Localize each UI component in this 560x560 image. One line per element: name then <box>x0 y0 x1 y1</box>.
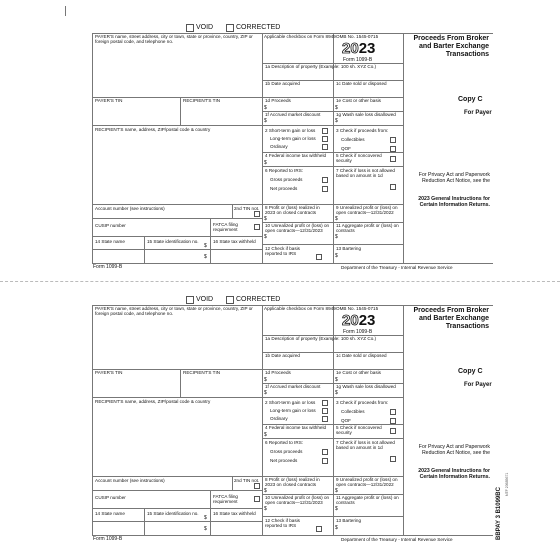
cusip-number: CUSIP number <box>95 223 126 228</box>
omb-number: OMB No. 1545-0715 <box>336 34 379 39</box>
year-suffix: 23 <box>358 312 376 329</box>
box-13: 13 Bartering <box>336 518 362 523</box>
form-1099b-bottom <box>0 272 560 552</box>
fatca-requirement: FATCA filing requirement <box>213 222 238 233</box>
form-label: Form 1099-B <box>343 329 373 335</box>
short-term-checkbox[interactable] <box>322 400 328 406</box>
second-tin-checkbox[interactable] <box>254 211 260 217</box>
side-product-code: BBPAY 3 B1099BC <box>496 487 502 540</box>
privacy-notice: For Privacy Act and Paperwork Reduction Act Notice, see the <box>418 444 490 456</box>
dollar-sign: $ <box>335 216 338 222</box>
dollar-sign: $ <box>264 216 267 222</box>
box-1a: 1a Description of property (Example: 100 sh. XYZ Co.) <box>265 336 377 341</box>
noncovered-checkbox[interactable] <box>390 156 396 162</box>
fatca-checkbox[interactable] <box>254 224 260 230</box>
ordinary-checkbox[interactable] <box>322 144 328 150</box>
box-2: 2 Short-term gain or loss <box>265 128 316 133</box>
void-label: VOID <box>196 296 214 303</box>
corrected-label: CORRECTED <box>236 24 281 31</box>
box-13: 13 Bartering <box>336 246 362 251</box>
box-12: 12 Check if basis reported to IRS <box>265 518 300 529</box>
dollar-sign: $ <box>335 118 338 124</box>
dollar-sign: $ <box>335 390 338 396</box>
gross-proceeds-label: Gross proceeds <box>270 177 303 182</box>
second-tin: 2nd TIN not. <box>234 206 260 211</box>
applicable-checkbox-label: Applicable checkbox on Form 8949 <box>264 306 336 311</box>
loss-not-allowed-checkbox[interactable] <box>390 184 396 190</box>
box-11: 11 Aggregate profit or (loss) on contracts <box>336 223 399 234</box>
noncovered-checkbox[interactable] <box>390 428 396 434</box>
dollar-sign: $ <box>264 506 267 512</box>
fatca-checkbox[interactable] <box>254 496 260 502</box>
dollar-sign: $ <box>204 515 207 521</box>
box-8: 8 Profit or (loss) realized in 2023 on closed contracts <box>265 477 320 488</box>
copy-label: Copy C <box>458 368 483 375</box>
dollar-sign: $ <box>204 526 207 532</box>
box-1e: 1e Cost or other basis <box>336 370 381 375</box>
ordinary-label: Ordinary <box>270 144 288 149</box>
year-suffix: 23 <box>358 40 376 57</box>
box-15: 15 State identification no. <box>147 239 199 244</box>
long-term-label: Long-term gain or loss <box>270 136 316 141</box>
side-small-code: NTF 23685671 <box>505 472 509 496</box>
footer-department: Department of the Treasury - Internal Revenue Service <box>341 537 453 542</box>
corrected-label: CORRECTED <box>236 296 281 303</box>
dollar-sign: $ <box>264 105 267 111</box>
net-proceeds-checkbox[interactable] <box>322 186 328 192</box>
for-payer-label: For Payer <box>464 110 492 116</box>
ordinary-checkbox[interactable] <box>322 416 328 422</box>
account-number: Account number (see instructions) <box>95 206 165 211</box>
footer-form: Form 1099-B <box>93 536 123 542</box>
gross-proceeds-label: Gross proceeds <box>270 449 303 454</box>
box-3: 3 Check if proceeds from: <box>336 128 389 133</box>
cusip-number: CUSIP number <box>95 495 126 500</box>
dollar-sign: $ <box>335 377 338 383</box>
footer-form: Form 1099-B <box>93 264 123 270</box>
dollar-sign: $ <box>264 432 267 438</box>
box-1b: 1b Date acquired <box>265 353 300 358</box>
collectibles-label: Collectibles <box>341 137 365 142</box>
collectibles-checkbox[interactable] <box>390 409 396 415</box>
box-8: 8 Profit or (loss) realized in 2023 on closed contracts <box>265 205 320 216</box>
qof-label: QOF <box>341 146 351 151</box>
box-6: 6 Reported to IRS: <box>265 168 304 173</box>
long-term-checkbox[interactable] <box>322 136 328 142</box>
dollar-sign: $ <box>335 253 338 259</box>
tax-year <box>342 313 375 329</box>
box-16: 16 State tax withheld <box>213 511 256 516</box>
payers-tin: PAYER'S TIN <box>95 370 123 375</box>
form-title: Proceeds From Broker and Barter Exchange Transactions <box>413 35 489 58</box>
net-proceeds-label: Net proceeds <box>270 458 298 463</box>
payer-block-label: PAYER'S name, street address, city or town, state or province, country, ZIP or foreign postal code, and telephone no. <box>95 306 253 317</box>
box-9: 9 Unrealized profit or (loss) on open contracts—12/31/2022 <box>336 205 398 216</box>
for-payer-label: For Payer <box>464 382 492 388</box>
box-10: 10 Unrealized profit or (loss) on open contracts—12/31/2023 <box>265 495 330 506</box>
void-checkbox[interactable] <box>186 24 194 32</box>
box-16: 16 State tax withheld <box>213 239 256 244</box>
dollar-sign: $ <box>204 243 207 249</box>
box-1g: 1g Wash sale loss disallowed <box>336 112 396 117</box>
net-proceeds-label: Net proceeds <box>270 186 298 191</box>
box-1e: 1e Cost or other basis <box>336 98 381 103</box>
loss-not-allowed-checkbox[interactable] <box>390 456 396 462</box>
box-12: 12 Check if basis reported to IRS <box>265 246 300 257</box>
box-4: 4 Federal income tax withheld <box>265 153 327 158</box>
box-5: 5 Check if noncovered security <box>336 153 382 164</box>
recipient-block-label: RECIPIENT'S name, address, ZIP/postal code & country <box>95 399 211 404</box>
long-term-label: Long-term gain or loss <box>270 408 316 413</box>
footer-department: Department of the Treasury - Internal Revenue Service <box>341 265 453 270</box>
year-prefix: 20 <box>342 312 359 329</box>
dollar-sign: $ <box>264 390 267 396</box>
collectibles-label: Collectibles <box>341 409 365 414</box>
box-4: 4 Federal income tax withheld <box>265 425 327 430</box>
box-14: 14 State name <box>95 511 125 516</box>
dollar-sign: $ <box>335 525 338 531</box>
privacy-notice: For Privacy Act and Paperwork Reduction Act Notice, see the <box>418 172 490 184</box>
dollar-sign: $ <box>264 377 267 383</box>
dollar-sign: $ <box>264 488 267 494</box>
box-14: 14 State name <box>95 239 125 244</box>
box-7: 7 Check if loss is not allowed based on amount in 1d <box>336 168 395 179</box>
box-1b: 1b Date acquired <box>265 81 300 86</box>
year-prefix: 20 <box>342 40 359 57</box>
ordinary-label: Ordinary <box>270 416 288 421</box>
box-6: 6 Reported to IRS: <box>265 440 304 445</box>
gross-proceeds-checkbox[interactable] <box>322 177 328 183</box>
box-7: 7 Check if loss is not allowed based on amount in 1d <box>336 440 395 451</box>
second-tin-checkbox[interactable] <box>254 483 260 489</box>
gross-proceeds-checkbox[interactable] <box>322 449 328 455</box>
fatca-requirement: FATCA filing requirement <box>213 494 238 505</box>
basis-reported-checkbox[interactable] <box>316 254 322 260</box>
void-label: VOID <box>196 24 214 31</box>
form-title: Proceeds From Broker and Barter Exchange Transactions <box>413 307 489 330</box>
dollar-sign: $ <box>335 234 338 240</box>
short-term-checkbox[interactable] <box>322 128 328 134</box>
box-1a: 1a Description of property (Example: 100 sh. XYZ Co.) <box>265 64 377 69</box>
copy-label: Copy C <box>458 96 483 103</box>
recipients-tin: RECIPIENT'S TIN <box>183 370 221 375</box>
dollar-sign: $ <box>264 160 267 166</box>
corrected-checkbox[interactable] <box>226 296 234 304</box>
box-3: 3 Check if proceeds from: <box>336 400 389 405</box>
box-5: 5 Check if noncovered security <box>336 425 382 436</box>
payer-block-label: PAYER'S name, street address, city or town, state or province, country, ZIP or foreign postal code, and telephone no. <box>95 34 253 45</box>
account-number: Account number (see instructions) <box>95 478 165 483</box>
qof-label: QOF <box>341 418 351 423</box>
box-1f: 1f Accrued market discount <box>265 384 321 389</box>
recipients-tin: RECIPIENT'S TIN <box>183 98 221 103</box>
applicable-checkbox-label: Applicable checkbox on Form 8949 <box>264 34 336 39</box>
box-9: 9 Unrealized profit or (loss) on open contracts—12/31/2022 <box>336 477 398 488</box>
box-11: 11 Aggregate profit or (loss) on contracts <box>336 495 399 506</box>
void-checkbox[interactable] <box>186 296 194 304</box>
second-tin: 2nd TIN not. <box>234 478 260 483</box>
basis-reported-checkbox[interactable] <box>316 526 322 532</box>
box-1d: 1d Proceeds <box>265 370 291 375</box>
box-1f: 1f Accrued market discount <box>265 112 321 117</box>
long-term-checkbox[interactable] <box>322 408 328 414</box>
collectibles-checkbox[interactable] <box>390 137 396 143</box>
payers-tin: PAYER'S TIN <box>95 98 123 103</box>
omb-number: OMB No. 1545-0715 <box>336 306 379 311</box>
general-instructions: 2023 General Instructions for Certain Information Returns. <box>418 468 490 480</box>
net-proceeds-checkbox[interactable] <box>322 458 328 464</box>
dollar-sign: $ <box>264 234 267 240</box>
general-instructions: 2023 General Instructions for Certain Information Returns. <box>418 196 490 208</box>
dollar-sign: $ <box>264 118 267 124</box>
box-1d: 1d Proceeds <box>265 98 291 103</box>
tax-year <box>342 41 375 57</box>
corrected-checkbox[interactable] <box>226 24 234 32</box>
dollar-sign: $ <box>335 105 338 111</box>
dollar-sign: $ <box>204 254 207 260</box>
box-2: 2 Short-term gain or loss <box>265 400 316 405</box>
box-1g: 1g Wash sale loss disallowed <box>336 384 396 389</box>
dollar-sign: $ <box>335 506 338 512</box>
box-15: 15 State identification no. <box>147 511 199 516</box>
form-label: Form 1099-B <box>343 57 373 63</box>
box-10: 10 Unrealized profit or (loss) on open contracts—12/31/2023 <box>265 223 330 234</box>
dollar-sign: $ <box>335 488 338 494</box>
box-1c: 1c Date sold or disposed <box>336 81 387 86</box>
recipient-block-label: RECIPIENT'S name, address, ZIP/postal code & country <box>95 127 211 132</box>
box-1c: 1c Date sold or disposed <box>336 353 387 358</box>
